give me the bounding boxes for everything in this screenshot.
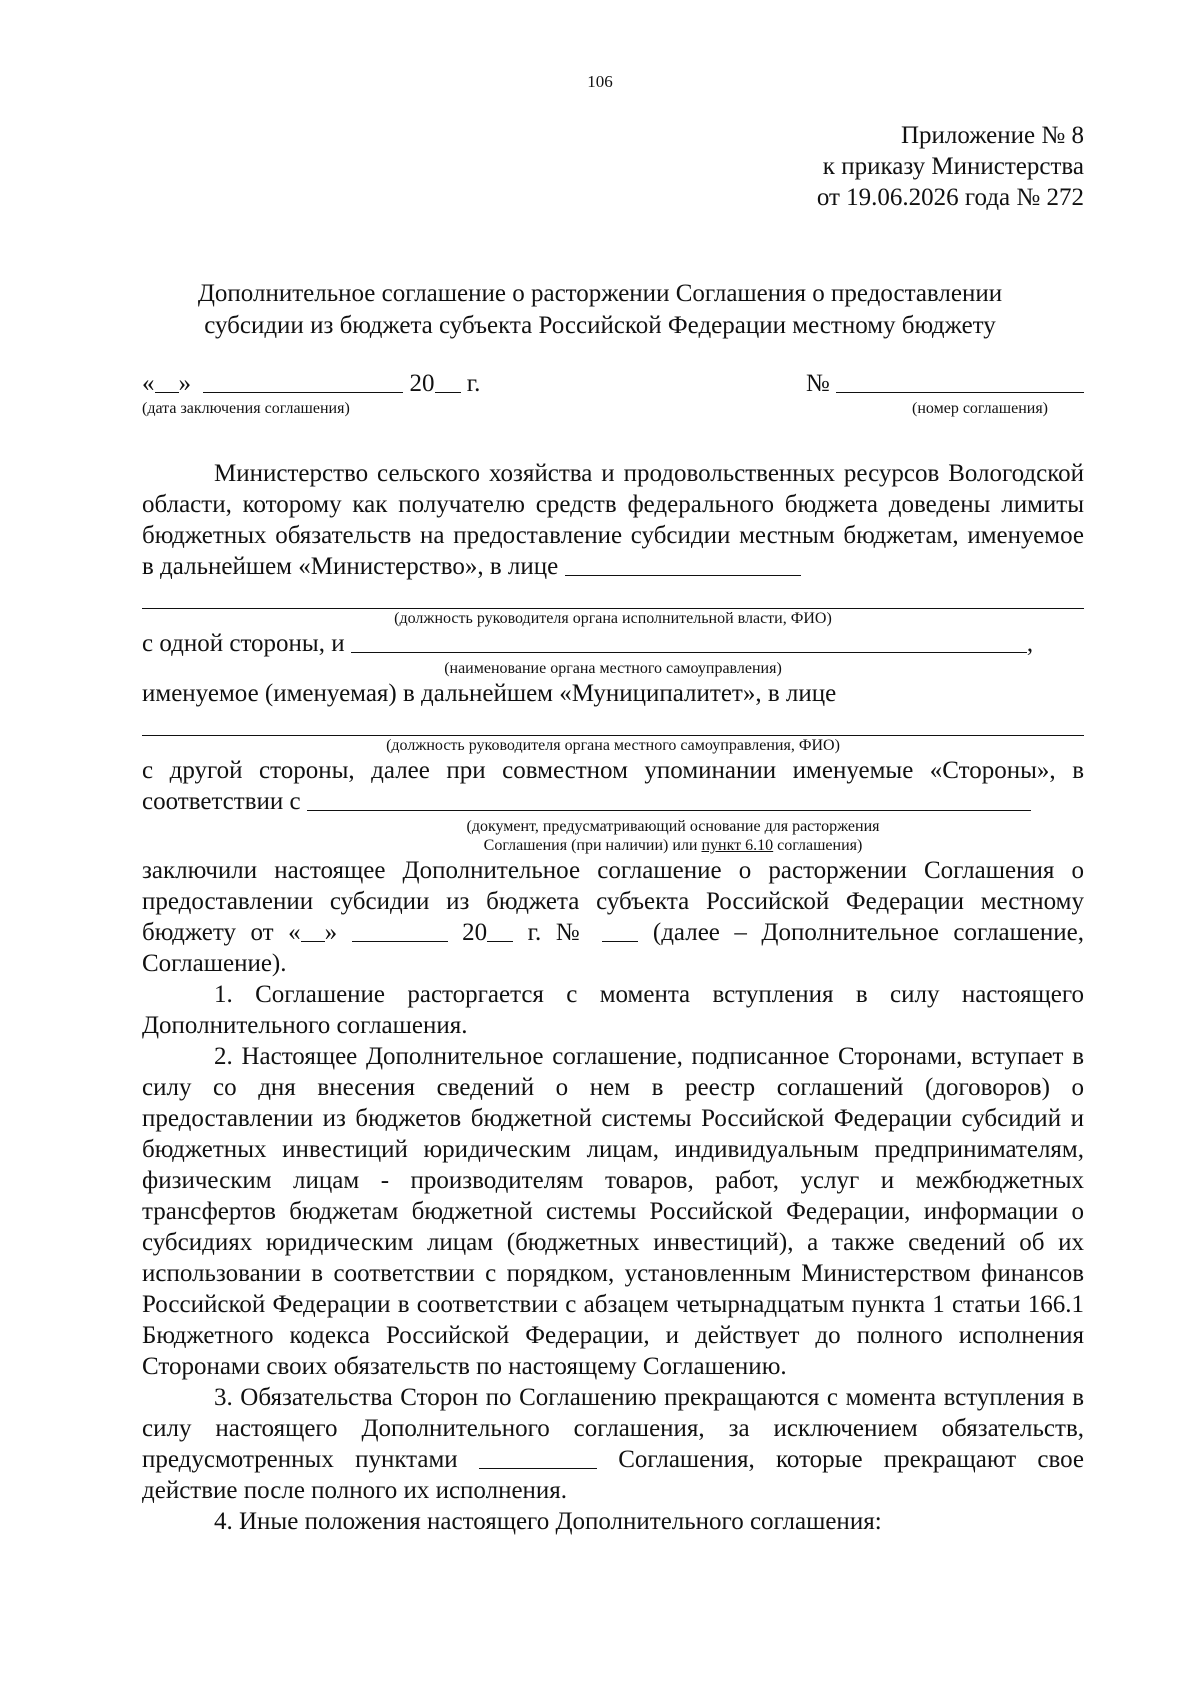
day-blank	[155, 370, 179, 393]
document-body	[142, 458, 1084, 1537]
intro-paragraph: Министерство сельского хозяйства и продовольственных ресурсов Вологодской области, которому как получателю средств федерального бюджета доведены лимиты бюджетных обязательств на предоставление субсидии местным бюджетам, именуемое в дальнейшем «Министерство», в лице	[142, 460, 1084, 580]
number-caption: (номер соглашения)	[912, 400, 1048, 417]
annex-line-1: Приложение № 8	[900, 122, 1084, 149]
date-caption: (дата заключения соглашения)	[142, 400, 350, 417]
date-fields: « » 20 г.	[142, 370, 481, 397]
municipal-body-caption: (наименование органа местного самоуправления)	[444, 660, 782, 677]
basis-document-caption: (документ, предусматривающий основание для расторжения Соглашения (при наличии) или пункт 6.10 соглашения)	[466, 818, 880, 854]
month-blank	[203, 370, 403, 393]
page-number: 106	[587, 72, 613, 91]
municipal-rep-line	[142, 709, 1084, 736]
clause-3: 3. Обязательства Сторон по Соглашению прекращаются с момента вступления в силу настоящего Дополнительного соглашения, за исключением обязательств, предусмотренных пунктами Соглашения, которые прекращают свое действие после полного их исполнения.	[142, 1384, 1085, 1504]
annex-header	[817, 120, 1084, 213]
ministry-rep-blank	[565, 553, 801, 576]
clause-1: 1. Соглашение расторгается с момента вступления в силу настоящего Дополнительного соглашения.	[142, 981, 1084, 1039]
clause-6-10-link[interactable]: пункт 6.10	[701, 837, 774, 854]
other-side-paragraph: с другой стороны, далее при совместном упоминании именуемые «Стороны», в соответствии с	[142, 757, 1084, 815]
municipality-named: именуемое (именуемая) в дальнейшем «Муниципалитет», в лице	[142, 680, 837, 707]
title-line-2: субсидии из бюджета субъекта Российской Федерации местному бюджету	[204, 312, 996, 339]
date-number-row	[142, 370, 1084, 418]
title-line-1: Дополнительное соглашение о расторжении Соглашения о предоставлении	[197, 280, 1003, 307]
clauses-blank	[479, 1446, 597, 1469]
one-side-line: с одной стороны, и ,	[142, 630, 1034, 657]
agreement-number-blank	[836, 370, 1084, 393]
clause-2: 2. Настоящее Дополнительное соглашение, подписанное Сторонами, вступает в силу со дня внесения сведений о нем в реестр соглашений (договоров) о предоставлении из бюджетов бюджетной системы Российской Федерации субсидий и бюджетных инвестиций юридическим лицам, индивидуальным предпринимателям, физическим лицам - производителям товаров, работ, услуг и межбюджетных трансфертов бюджетам бюджетной системы Российской Федерации, информации о субсидиях юридическим лицам (бюджетных инвестиций), а также сведений об их использовании в соответствии с порядком, установленным Министерством финансов Российской Федерации в соответствии с абзацем четырнадцатым пункта 1 статьи 166.1 Бюджетного кодекса Российской Федерации, и действует до полного исполнения Сторонами своих обязательств по настоящему Соглашению.	[142, 1043, 1084, 1380]
document-title	[120, 278, 1080, 342]
ministry-rep-caption: (должность руководителя органа исполнительной власти, ФИО)	[394, 610, 832, 627]
concluded-paragraph: заключили настоящее Дополнительное соглашение о расторжении Соглашения о предоставлении субсидии из бюджета субъекта Российской Федерации местному бюджету от « » 20 г. № (далее – Дополнительное соглашение, Соглашение).	[142, 857, 1085, 977]
annex-line-2: к приказу Министерства	[822, 153, 1084, 180]
ministry-rep-line	[142, 582, 1084, 609]
annex-line-3: от 19.06.2026 года № 272	[816, 184, 1084, 211]
municipal-rep-caption: (должность руководителя органа местного самоуправления, ФИО)	[386, 737, 840, 754]
clause-4: 4. Иные положения настоящего Дополнительного соглашения:	[214, 1508, 882, 1535]
number-field: №	[806, 370, 1084, 398]
basis-document-blank	[307, 788, 1031, 811]
year-blank	[435, 370, 461, 393]
municipal-body-blank	[351, 630, 1027, 653]
